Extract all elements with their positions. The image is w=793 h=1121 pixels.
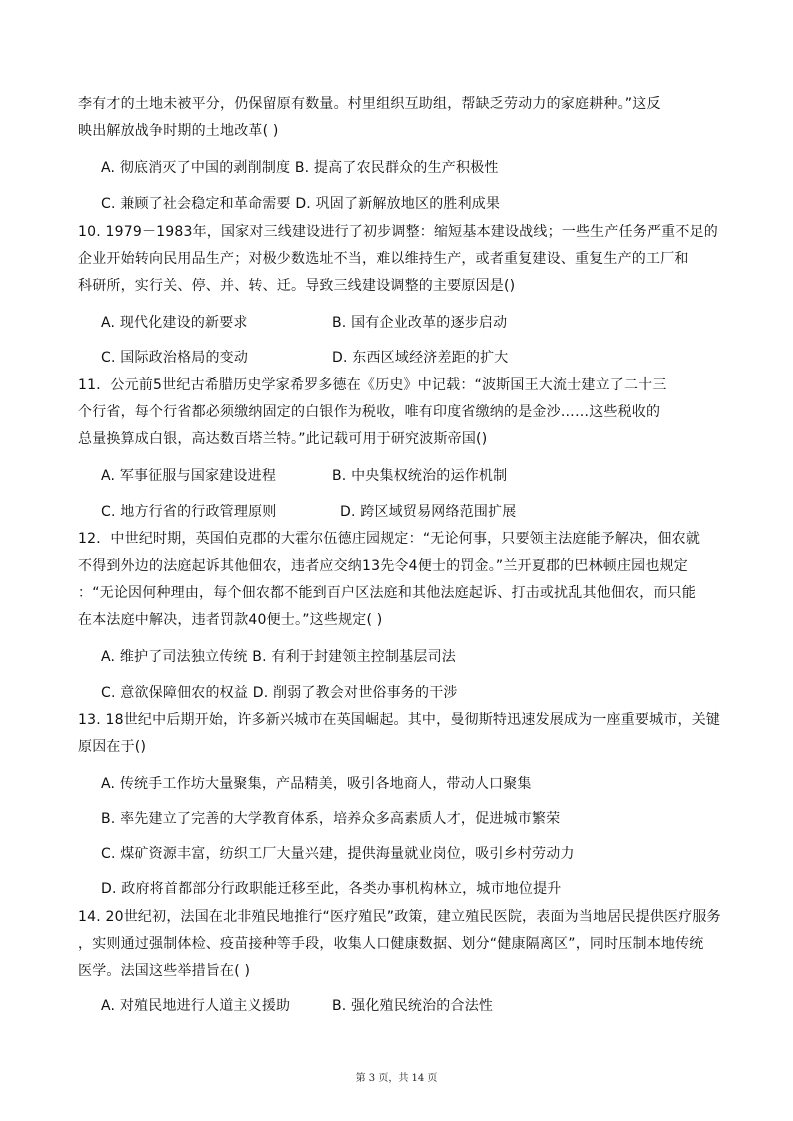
q14-stem-line-1: 14. 20世纪初，法国在北非殖民地推行“医疗殖民”政策，建立殖民医院，表面为当地居民提供医疗服务 <box>78 909 721 925</box>
q11-option-c: C. 地方行省的行政管理原则 <box>101 504 277 520</box>
q9-stem-line-2: 映出解放战争时期的土地改革( ) <box>78 123 279 139</box>
q11-option-d: D. 跨区域贸易网络范围扩展 <box>340 504 517 520</box>
q13-option-d: D. 政府将首都部分行政职能迁移至此，各类办事机构林立，城市地位提升 <box>101 881 562 897</box>
q11-stem-line-2: 个行省，每个行省都必须缴纳固定的白银作为税收，唯有印度省缴纳的是金沙……这些税收的 <box>78 404 661 420</box>
q10-stem-line-2: 企业开始转向民用品生产；对极少数选址不当，难以维持生产，或者重复建设、重复生产的工厂和 <box>78 251 689 267</box>
q12-stem-line-3: ：“无论因何种理由，每个佃农都不能到百户区法庭和其他法庭起诉、打击或扰乱其他佃农，而只能 <box>78 585 697 601</box>
q14-option-b: B. 强化殖民统治的合法性 <box>332 998 494 1014</box>
q11-stem-line-3: 总量换算成白银，高达数百塔兰特。”此记载可用于研究波斯帝国() <box>78 431 488 447</box>
q13-option-c: C. 煤矿资源丰富，纺织工厂大量兴建，提供海量就业岗位，吸引乡村劳动力 <box>101 846 575 862</box>
q10-option-b: B. 国有企业改革的逐步启动 <box>332 315 508 331</box>
q11-option-a: A. 军事征服与国家建设进程 <box>101 468 277 484</box>
q13-stem-line-2: 原因在于() <box>78 739 147 755</box>
q10-option-d: D. 东西区域经济差距的扩大 <box>332 350 509 366</box>
q12-stem-line-1: 12．中世纪时期，英国伯克郡的大霍尔伍德庄园规定：“无论何事，只要领主法庭能予解决，佃农就 <box>78 531 701 547</box>
q13-option-a: A. 传统手工作坊大量聚集，产品精美，吸引各地商人，带动人口聚集 <box>101 776 532 792</box>
q12-options-row-2: C. 意欲保障佃农的权益 D. 削弱了教会对世俗事务的干涉 <box>101 685 458 701</box>
q13-stem-line-1: 13. 18世纪中后期开始，许多新兴城市在英国崛起。其中，曼彻斯特迅速发展成为一座重要城市，关键 <box>78 712 721 728</box>
q12-stem-line-4: 在本法庭中解决，违者罚款40便士。”这些规定( ) <box>78 612 383 628</box>
q14-option-a: A. 对殖民地进行人道主义援助 <box>101 998 291 1014</box>
q9-stem-line-1: 李有才的土地未被平分，仍保留原有数量。村里组织互助组，帮缺乏劳动力的家庭耕种。”这反 <box>78 96 661 112</box>
q9-options-row-1: A. 彻底消灭了中国的剥削制度 B. 提高了农民群众的生产积极性 <box>101 160 499 176</box>
q13-option-b: B. 率先建立了完善的大学教育体系，培养众多高素质人才，促进城市繁荣 <box>101 811 561 827</box>
q10-option-a: A. 现代化建设的新要求 <box>101 315 248 331</box>
q10-option-c: C. 国际政治格局的变动 <box>101 350 249 366</box>
q14-stem-line-3: 医学。法国这些举措旨在( ) <box>78 963 251 979</box>
q11-stem-line-1: 11．公元前5世纪古希腊历史学家希罗多德在《历史》中记载：“波斯国王大流士建立了二十三 <box>78 377 667 393</box>
q12-stem-line-2: 不得到外边的法庭起诉其他佃农，违者应交纳13先令4便士的罚金。”兰开夏郡的巴林顿庄园也规定 <box>78 558 688 574</box>
q11-option-b: B. 中央集权统治的运作机制 <box>332 468 508 484</box>
q14-stem-line-2: ，实则通过强制体检、疫苗接种等手段，收集人口健康数据、划分“健康隔离区”，同时压制本地传统 <box>78 936 704 952</box>
page-number-footer: 第 3 页，共 14 页 <box>355 1073 438 1084</box>
q12-options-row-1: A. 维护了司法独立传统 B. 有利于封建领主控制基层司法 <box>101 649 456 665</box>
q10-stem-line-1: 10. 1979－1983年，国家对三线建设进行了初步调整：缩短基本建设战线；一些生产任务严重不足的 <box>78 224 718 240</box>
q10-stem-line-3: 科研所，实行关、停、并、转、迁。导致三线建设调整的主要原因是() <box>78 278 516 294</box>
q9-options-row-2: C. 兼顾了社会稳定和革命需要 D. 巩固了新解放地区的胜利成果 <box>101 196 501 212</box>
